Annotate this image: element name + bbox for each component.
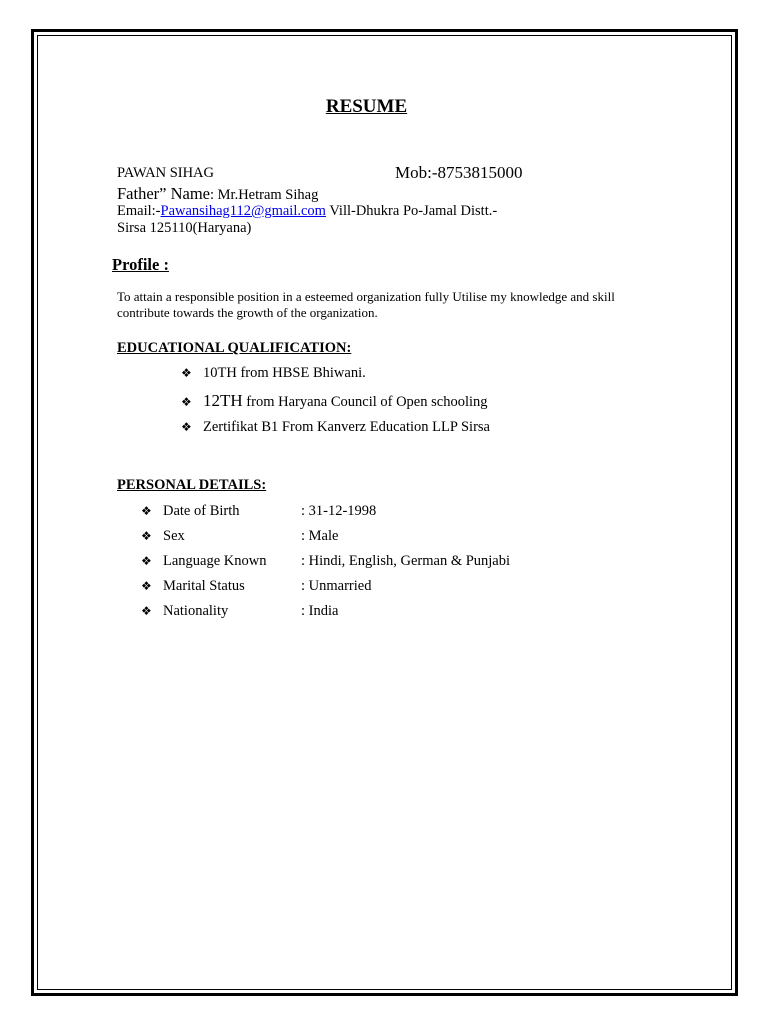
mobile-number: Mob:-8753815000 xyxy=(395,163,523,182)
education-item xyxy=(181,365,366,382)
personal-detail-value: : Hindi, English, German & Punjabi xyxy=(301,553,511,569)
education-heading: EDUCATIONAL QUALIFICATION: xyxy=(117,340,352,356)
personal-detail-value: : Male xyxy=(301,528,339,544)
email-address-line xyxy=(117,203,497,220)
profile-text: To attain a responsible position in a esteemed organization fully Utilise my knowledge and skill contribute towards the growth of the organization. xyxy=(117,289,615,320)
diamond-bullet-icon: ❖ xyxy=(141,504,152,518)
education-item-lead: 12TH xyxy=(203,391,243,410)
education-item-text: from HBSE Bhiwani. xyxy=(236,365,366,381)
personal-detail-label: Sex xyxy=(163,528,185,544)
personal-detail-label: Date of Birth xyxy=(163,503,240,519)
diamond-bullet-icon: ❖ xyxy=(181,420,192,434)
address-line-2: Sirsa 125110(Haryana) xyxy=(117,220,252,236)
email-prefix: Email:- xyxy=(117,203,161,219)
personal-detail-row xyxy=(141,578,371,595)
father-name-label: Father” Name xyxy=(117,184,210,203)
personal-detail-value: : India xyxy=(301,603,339,619)
diamond-bullet-icon: ❖ xyxy=(141,554,152,568)
personal-detail-row xyxy=(141,603,338,620)
diamond-bullet-icon: ❖ xyxy=(141,529,152,543)
education-item-lead: 10TH xyxy=(203,365,237,381)
diamond-bullet-icon: ❖ xyxy=(141,579,152,593)
personal-detail-value: : Unmarried xyxy=(301,578,372,594)
personal-detail-label: Nationality xyxy=(163,603,229,619)
diamond-bullet-icon: ❖ xyxy=(181,395,192,409)
father-name-value: : Mr.Hetram Sihag xyxy=(210,187,319,203)
personal-detail-label: Language Known xyxy=(163,553,267,569)
profile-heading: Profile : xyxy=(112,255,169,274)
personal-details-heading: PERSONAL DETAILS: xyxy=(117,477,267,493)
personal-detail-row xyxy=(141,553,510,570)
applicant-name: PAWAN SIHAG xyxy=(117,165,214,181)
diamond-bullet-icon: ❖ xyxy=(181,366,192,380)
email-link[interactable]: Pawansihag112@gmail.com xyxy=(160,203,326,219)
address-line-1: Vill-Dhukra Po-Jamal Distt.- xyxy=(325,203,498,219)
personal-detail-label: Marital Status xyxy=(163,578,245,594)
page-title: RESUME xyxy=(325,96,408,117)
father-name-line xyxy=(117,184,318,204)
education-item-lead: Zertifikat xyxy=(203,419,258,435)
education-item xyxy=(181,419,490,436)
education-item xyxy=(181,391,488,411)
education-item-text: from Haryana Council of Open schooling xyxy=(242,394,488,410)
education-item-text: B1 From Kanverz Education LLP Sirsa xyxy=(257,419,490,435)
diamond-bullet-icon: ❖ xyxy=(141,604,152,618)
personal-detail-row xyxy=(141,528,338,545)
personal-detail-value: : 31-12-1998 xyxy=(301,503,377,519)
personal-detail-row xyxy=(141,503,376,520)
